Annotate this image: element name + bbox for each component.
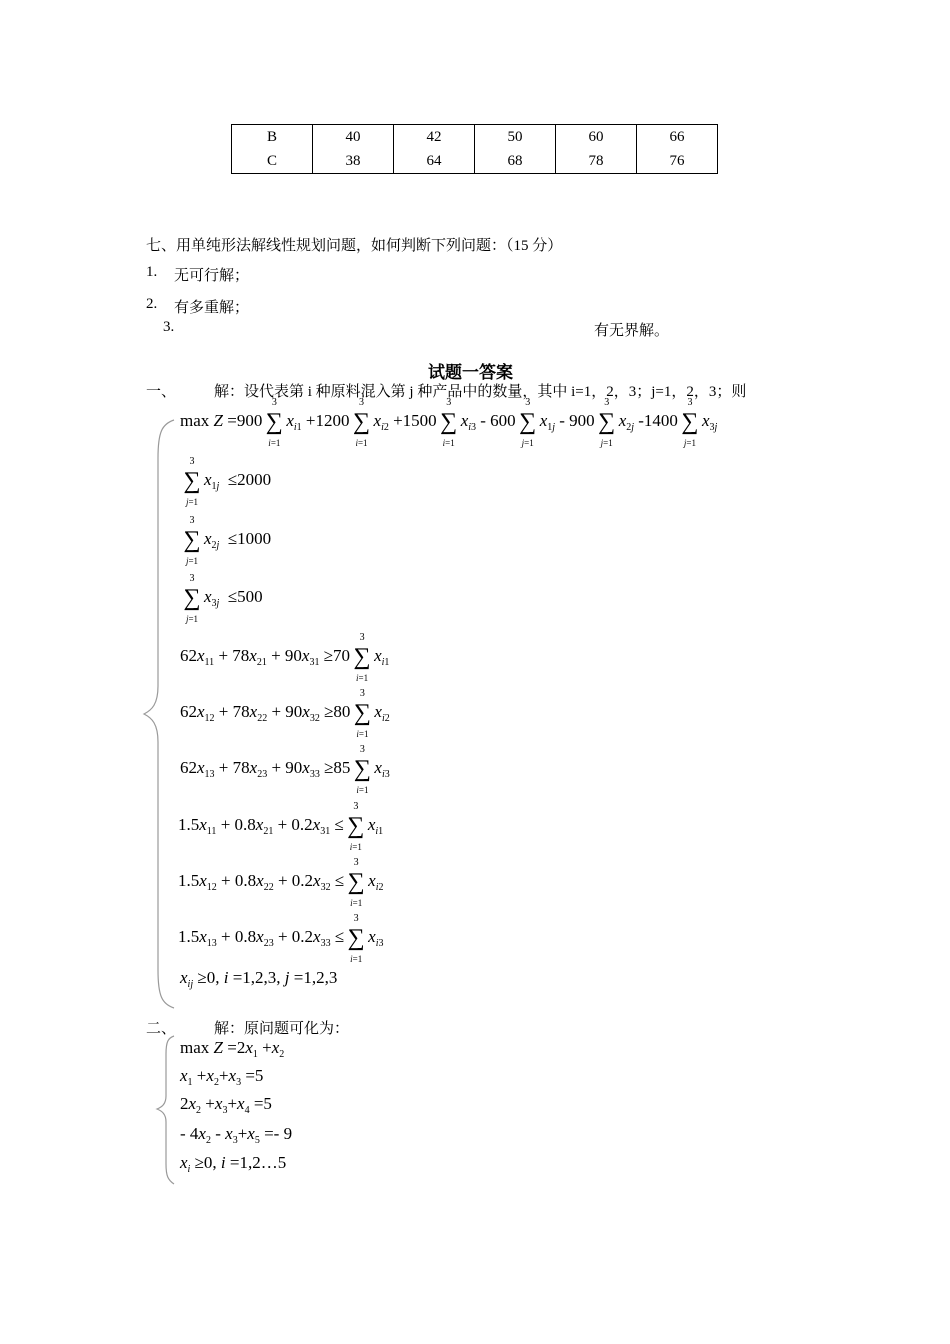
table-cell: 64 xyxy=(394,149,475,174)
objective-1: max Z =900 ∑ 3 i=1 $x_{i1} +1200$ ∑ 3 i=1 $x_{i2} +1500$ ∑ 3 i=1 $x_{i3} - 600$ ∑ 3 j=1 $x_{1j} - 900$ ∑ 3 j=1 $x_{2j}$ -1400 ∑ 3 j=1 $x_{3j}$ xyxy=(180,397,718,448)
table-row-label: B xyxy=(232,125,313,150)
constraint-2-2: $2x_2 +x_3+x_4 =5$ xyxy=(180,1094,272,1116)
q7-item-2-number: 2. xyxy=(146,296,158,312)
section-2-number: 二、 xyxy=(146,1021,177,1037)
constraint-2: ∑ 3 j=1 $x_{2j} \le 1000$ xyxy=(183,515,272,566)
table-cell: 42 xyxy=(394,125,475,150)
constraint-5: $62x_{12} + 78x_{22} + 90x_{32} \ge 80$ ∑ 3 i=1 $x_{i2}$ xyxy=(180,688,390,739)
table-cell: 68 xyxy=(475,149,556,174)
table-cell: 40 xyxy=(313,125,394,150)
section-1-intro: 解：设代表第 i 种原料混入第 j 种产品中的数量，其中 i=1，2，3；j=1，2，3；则 xyxy=(214,384,747,400)
section-2-intro: 解：原问题可化为： xyxy=(214,1021,350,1037)
constraint-6: $62x_{13} + 78x_{23} + 90x_{33} \ge 85$ ∑ 3 i=1 $x_{i3}$ xyxy=(180,744,390,795)
nonnegativity-2: $x_i \ge 0$, i =1,2…5 xyxy=(180,1153,287,1175)
table-row xyxy=(232,149,718,174)
constraint-8: $1.5x_{12} + 0.8x_{22} + 0.2x_{32}$ ≤ ∑ 3 i=1 $x_{i2}$ xyxy=(178,857,384,908)
section-1-number: 一、 xyxy=(146,384,177,400)
answer-title: 试题一答案 xyxy=(428,363,513,383)
constraint-7: $1.5x_{11} + 0.8x_{21} + 0.2x_{31}$ ≤ ∑ 3 i=1 $x_{i1}$ xyxy=(178,801,384,852)
q7-item-1-text: 无可行解； xyxy=(174,268,250,284)
constraint-2-3: - $4x_2 - x_3+x_5 =- 9$ xyxy=(180,1124,293,1146)
q7-item-3-text: 有无界解。 xyxy=(594,323,670,339)
table-row-label: C xyxy=(232,149,313,174)
q7-item-1-number: 1. xyxy=(146,264,158,280)
table-row xyxy=(232,125,718,150)
constraint-2-1: $x_1 +x_2+x_3 =5$ xyxy=(180,1066,264,1088)
table-cell: 50 xyxy=(475,125,556,150)
table-cell: 76 xyxy=(637,149,718,174)
table-cell: 78 xyxy=(556,149,637,174)
ingredient-table xyxy=(231,124,718,174)
q7-heading: 七、用单纯形法解线性规划问题，如何判断下列问题：（15 分） xyxy=(146,238,563,254)
table-cell: 66 xyxy=(637,125,718,150)
constraint-3: ∑ 3 j=1 $x_{3j} \le 500$ xyxy=(183,573,263,624)
q7-item-3-number: 3. xyxy=(163,319,175,335)
q7-item-2-text: 有多重解； xyxy=(174,300,250,316)
nonnegativity-1: $x_{ij} \ge 0$, i =1,2,3, j =1,2,3 xyxy=(180,968,338,990)
objective-2: $\max Z =2x_1 +x_2$ xyxy=(180,1038,285,1060)
brace-1 xyxy=(140,418,176,1010)
constraint-1: ∑ 3 j=1 $x_{1j} \le 2000$ xyxy=(183,456,272,507)
constraint-9: $1.5x_{13} + 0.8x_{23} + 0.2x_{33}$ ≤ ∑ 3 i=1 $x_{i3}$ xyxy=(178,913,384,964)
constraint-4: $62x_{11} + 78x_{21} + 90x_{31} \ge 70$ ∑ 3 i=1 $x_{i1}$ xyxy=(180,632,390,683)
table-cell: 38 xyxy=(313,149,394,174)
table-cell: 60 xyxy=(556,125,637,150)
brace-2 xyxy=(154,1034,176,1186)
